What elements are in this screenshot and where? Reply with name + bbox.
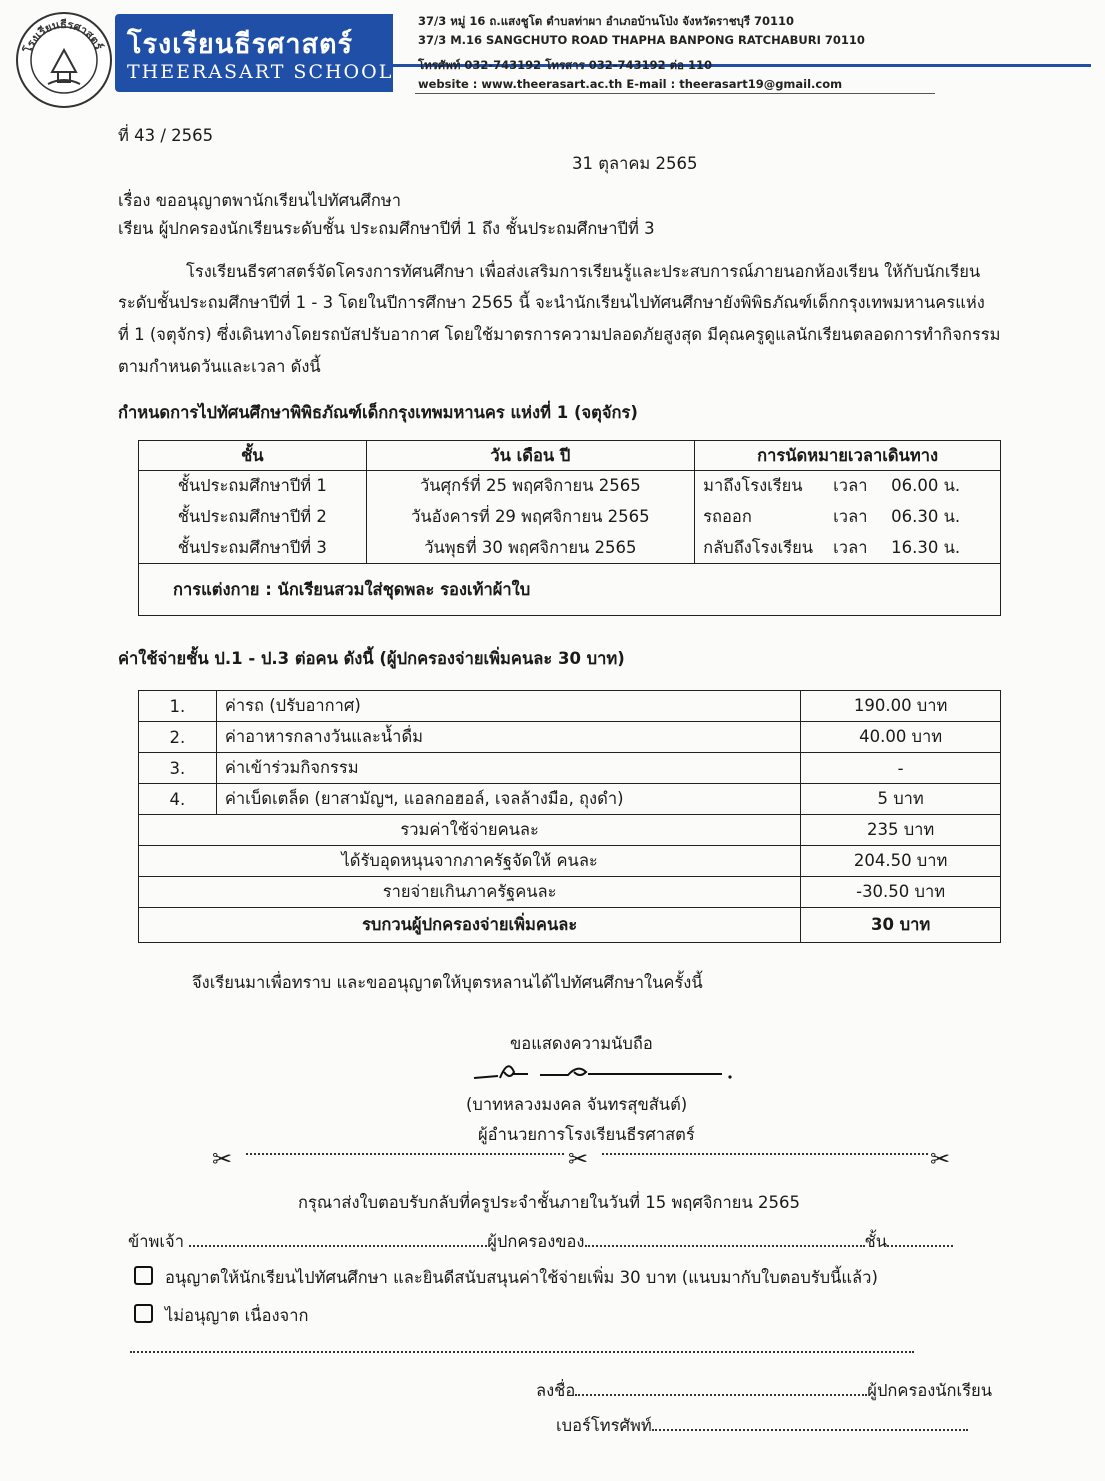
phone-label: เบอร์โทรศัพท์ <box>556 1416 652 1435</box>
schedule-date: วันศุกร์ที่ 25 พฤศจิกายน 2565 <box>366 471 695 502</box>
address-thai: 37/3 หมู่ 16 ถ.แสงชูโต ตำบลท่าผา อำเภอบ้านโป่ง จังหวัดราชบุรี 70110 <box>418 14 795 28</box>
parent-name-field[interactable] <box>189 1233 487 1247</box>
total-amount: 30 บาท <box>801 908 1001 943</box>
table-row <box>139 533 1001 564</box>
expense-amount: 40.00 บาท <box>801 722 1001 753</box>
expense-description: ค่าเบ็ดเตล็ด (ยาสามัญฯ, แอลกอฮอล์, เจลล้างมือ, ถุงดำ) <box>216 784 800 815</box>
time-event: มาถึงโรงเรียน <box>703 476 803 496</box>
sign-suffix: ผู้ปกครองนักเรียน <box>867 1381 992 1400</box>
table-row <box>139 691 1001 722</box>
body-line-1: โรงเรียนธีรศาสตร์จัดโครงการทัศนศึกษา เพื่อส่งเสริมการเรียนรู้และประสบการณ์ภายนอกห้องเรียน ให้กับนักเรียน <box>186 262 981 281</box>
time-value: 06.30 น. <box>891 507 961 526</box>
scissors-icon: ✂ <box>930 1145 951 1173</box>
sign-label: ลงชื่อ <box>536 1381 576 1400</box>
school-name-thai: โรงเรียนธีรศาสตร์ <box>127 29 353 60</box>
schedule-time <box>695 471 1001 502</box>
cut-dots <box>246 1153 564 1155</box>
summary-amount: 204.50 บาท <box>801 846 1001 877</box>
expense-number: 1. <box>139 691 217 722</box>
cut-line <box>212 1145 962 1173</box>
schedule-date: วันอังคารที่ 29 พฤศจิกายน 2565 <box>366 502 695 533</box>
director-signature <box>470 1056 740 1088</box>
summary-label: รวมค่าใช้จ่ายคนละ <box>139 815 801 846</box>
expense-description: ค่ารถ (ปรับอากาศ) <box>216 691 800 722</box>
allow-checkbox[interactable] <box>134 1266 153 1285</box>
scissors-icon: ✂ <box>568 1145 589 1173</box>
expenses-title: ค่าใช้จ่ายชั้น ป.1 - ป.3 ต่อคน ดังนี้ (ผู้ปกครองจ่ายเพิ่มคนละ 30 บาท) <box>118 649 625 668</box>
cut-dots <box>602 1153 928 1155</box>
schedule-time <box>695 533 1001 564</box>
table-row <box>139 502 1001 533</box>
school-name-english: THEERASART SCHOOL <box>127 61 394 83</box>
expense-number: 2. <box>139 722 217 753</box>
expense-number: 3. <box>139 753 217 784</box>
option-deny <box>134 1303 308 1329</box>
summary-label: ได้รับอุดหนุนจากภาครัฐจัดให้ คนละ <box>139 846 801 877</box>
option-allow-label: อนุญาตให้นักเรียนไปทัศนศึกษา และยินดีสนับสนุนค่าใช้จ่ายเพิ่ม 30 บาท (แนบมากับใบตอบรับนี้แล้ว) <box>165 1268 878 1287</box>
phone-fax: โทรศัพท์ 032-743192 โทรสาร 032-743192 ต่อ 110 <box>418 58 712 72</box>
school-name-banner <box>115 14 393 92</box>
summary-amount: -30.50 บาท <box>801 877 1001 908</box>
schedule-header-time: การนัดหมายเวลาเดินทาง <box>695 441 1001 471</box>
deny-checkbox[interactable] <box>134 1304 153 1323</box>
time-event: รถออก <box>703 507 752 526</box>
schedule-header-grade: ชั้น <box>139 441 367 471</box>
reply-instruction: กรุณาส่งใบตอบรับกลับที่ครูประจำชั้นภายในวันที่ 15 พฤศจิกายน 2565 <box>298 1193 800 1212</box>
dress-code: การแต่งกาย : นักเรียนสวมใส่ชุดพละ รองเท้าผ้าใบ <box>139 564 1001 616</box>
reply-name-line <box>128 1229 953 1255</box>
total-row <box>139 908 1001 943</box>
phone-line <box>556 1413 968 1439</box>
parent-sign-line <box>536 1378 992 1404</box>
schedule-grade: ชั้นประถมศึกษาปีที่ 2 <box>139 502 367 533</box>
expenses-table <box>138 690 1001 943</box>
parent-signature-field[interactable] <box>575 1382 867 1396</box>
website-email: website : www.theerasart.ac.th E-mail : theerasart19@gmail.com <box>418 77 843 91</box>
schedule-title: กำหนดการไปทัศนศึกษาพิพิธภัณฑ์เด็กกรุงเทพมหานคร แห่งที่ 1 (จตุจักร) <box>118 403 638 422</box>
schedule-grade: ชั้นประถมศึกษาปีที่ 1 <box>139 471 367 502</box>
letter-date: 31 ตุลาคม 2565 <box>572 154 698 173</box>
letter-subject: เรื่อง ขออนุญาตพานักเรียนไปทัศนศึกษา <box>118 191 401 210</box>
expense-description: ค่าเข้าร่วมกิจกรรม <box>216 753 800 784</box>
address-english: 37/3 M.16 SANGCHUTO ROAD THAPHA BANPONG RATCHABURI 70110 <box>418 33 865 47</box>
schedule-time <box>695 502 1001 533</box>
time-label: เวลา <box>833 537 868 557</box>
body-line-2: ระดับชั้นประถมศึกษาปีที่ 1 - 3 โดยในปีการศึกษา 2565 นี้ จะนำนักเรียนไปทัศนศึกษายังพิพิธภัณฑ์เด็กกรุงเทพมหานครแห่ง <box>118 293 985 312</box>
summary-row <box>139 846 1001 877</box>
summary-row <box>139 877 1001 908</box>
phone-field[interactable] <box>652 1417 968 1431</box>
table-row <box>139 784 1001 815</box>
table-row <box>139 471 1001 502</box>
closing-regards: ขอแสดงความนับถือ <box>510 1034 653 1053</box>
class-field[interactable] <box>887 1233 953 1247</box>
reply-middle: ผู้ปกครองของ <box>487 1232 585 1251</box>
expense-description: ค่าอาหารกลางวันและน้ำดื่ม <box>216 722 800 753</box>
summary-row <box>139 815 1001 846</box>
contact-rule <box>415 93 935 94</box>
time-event: กลับถึงโรงเรียน <box>703 537 814 557</box>
time-label: เวลา <box>833 507 868 526</box>
schedule-header-row <box>139 441 1001 471</box>
option-allow <box>134 1265 878 1291</box>
letter-number: ที่ 43 / 2565 <box>118 126 214 145</box>
schedule-date: วันพุธที่ 30 พฤศจิกายน 2565 <box>366 533 695 564</box>
expense-amount: 190.00 บาท <box>801 691 1001 722</box>
body-line-3: ที่ 1 (จตุจักร) ซึ่งเดินทางโดยรถบัสปรับอากาศ โดยใช้มาตรการความปลอดภัยสูงสุด มีคุณครูดูแลนักเรียนตลอดการทำกิจกรรม <box>118 325 1001 344</box>
school-contact-block <box>418 12 1038 94</box>
summary-label: รายจ่ายเกินภาครัฐคนละ <box>139 877 801 908</box>
summary-amount: 235 บาท <box>801 815 1001 846</box>
letter-recipient: เรียน ผู้ปกครองนักเรียนระดับชั้น ประถมศึกษาปีที่ 1 ถึง ชั้นประถมศึกษาปีที่ 3 <box>118 219 655 238</box>
total-label: รบกวนผู้ปกครองจ่ายเพิ่มคนละ <box>139 908 801 943</box>
scissors-icon: ✂ <box>212 1145 233 1173</box>
schedule-header-date: วัน เดือน ปี <box>366 441 695 471</box>
option-deny-label: ไม่อนุญาต เนื่องจาก <box>165 1306 309 1325</box>
svg-text:โรงเรียนธีรศาสตร์: โรงเรียนธีรศาสตร์ <box>21 17 106 55</box>
time-label: เวลา <box>833 476 868 496</box>
expense-amount: - <box>801 753 1001 784</box>
body-line-4: ตามกำหนดวันและเวลา ดังนี้ <box>118 357 321 376</box>
reply-suffix: ชั้น <box>864 1232 887 1251</box>
signer-title: ผู้อำนวยการโรงเรียนธีรศาสตร์ <box>478 1125 695 1144</box>
closing-request: จึงเรียนมาเพื่อทราบ และขออนุญาตให้บุตรหลานได้ไปทัศนศึกษาในครั้งนี้ <box>192 973 703 992</box>
schedule-table <box>138 440 1001 616</box>
expense-number: 4. <box>139 784 217 815</box>
table-row <box>139 753 1001 784</box>
table-row <box>139 722 1001 753</box>
reply-prefix: ข้าพเจ้า <box>128 1232 184 1251</box>
expense-amount: 5 บาท <box>801 784 1001 815</box>
time-value: 06.00 น. <box>891 476 961 496</box>
signer-name: (บาทหลวงมงคล จันทรสุขสันต์) <box>466 1095 688 1114</box>
dress-code-row <box>139 564 1001 616</box>
schedule-grade: ชั้นประถมศึกษาปีที่ 3 <box>139 533 367 564</box>
time-value: 16.30 น. <box>891 537 961 557</box>
reason-field[interactable] <box>130 1351 914 1353</box>
school-seal-logo <box>14 10 114 110</box>
student-name-field[interactable] <box>585 1233 865 1247</box>
